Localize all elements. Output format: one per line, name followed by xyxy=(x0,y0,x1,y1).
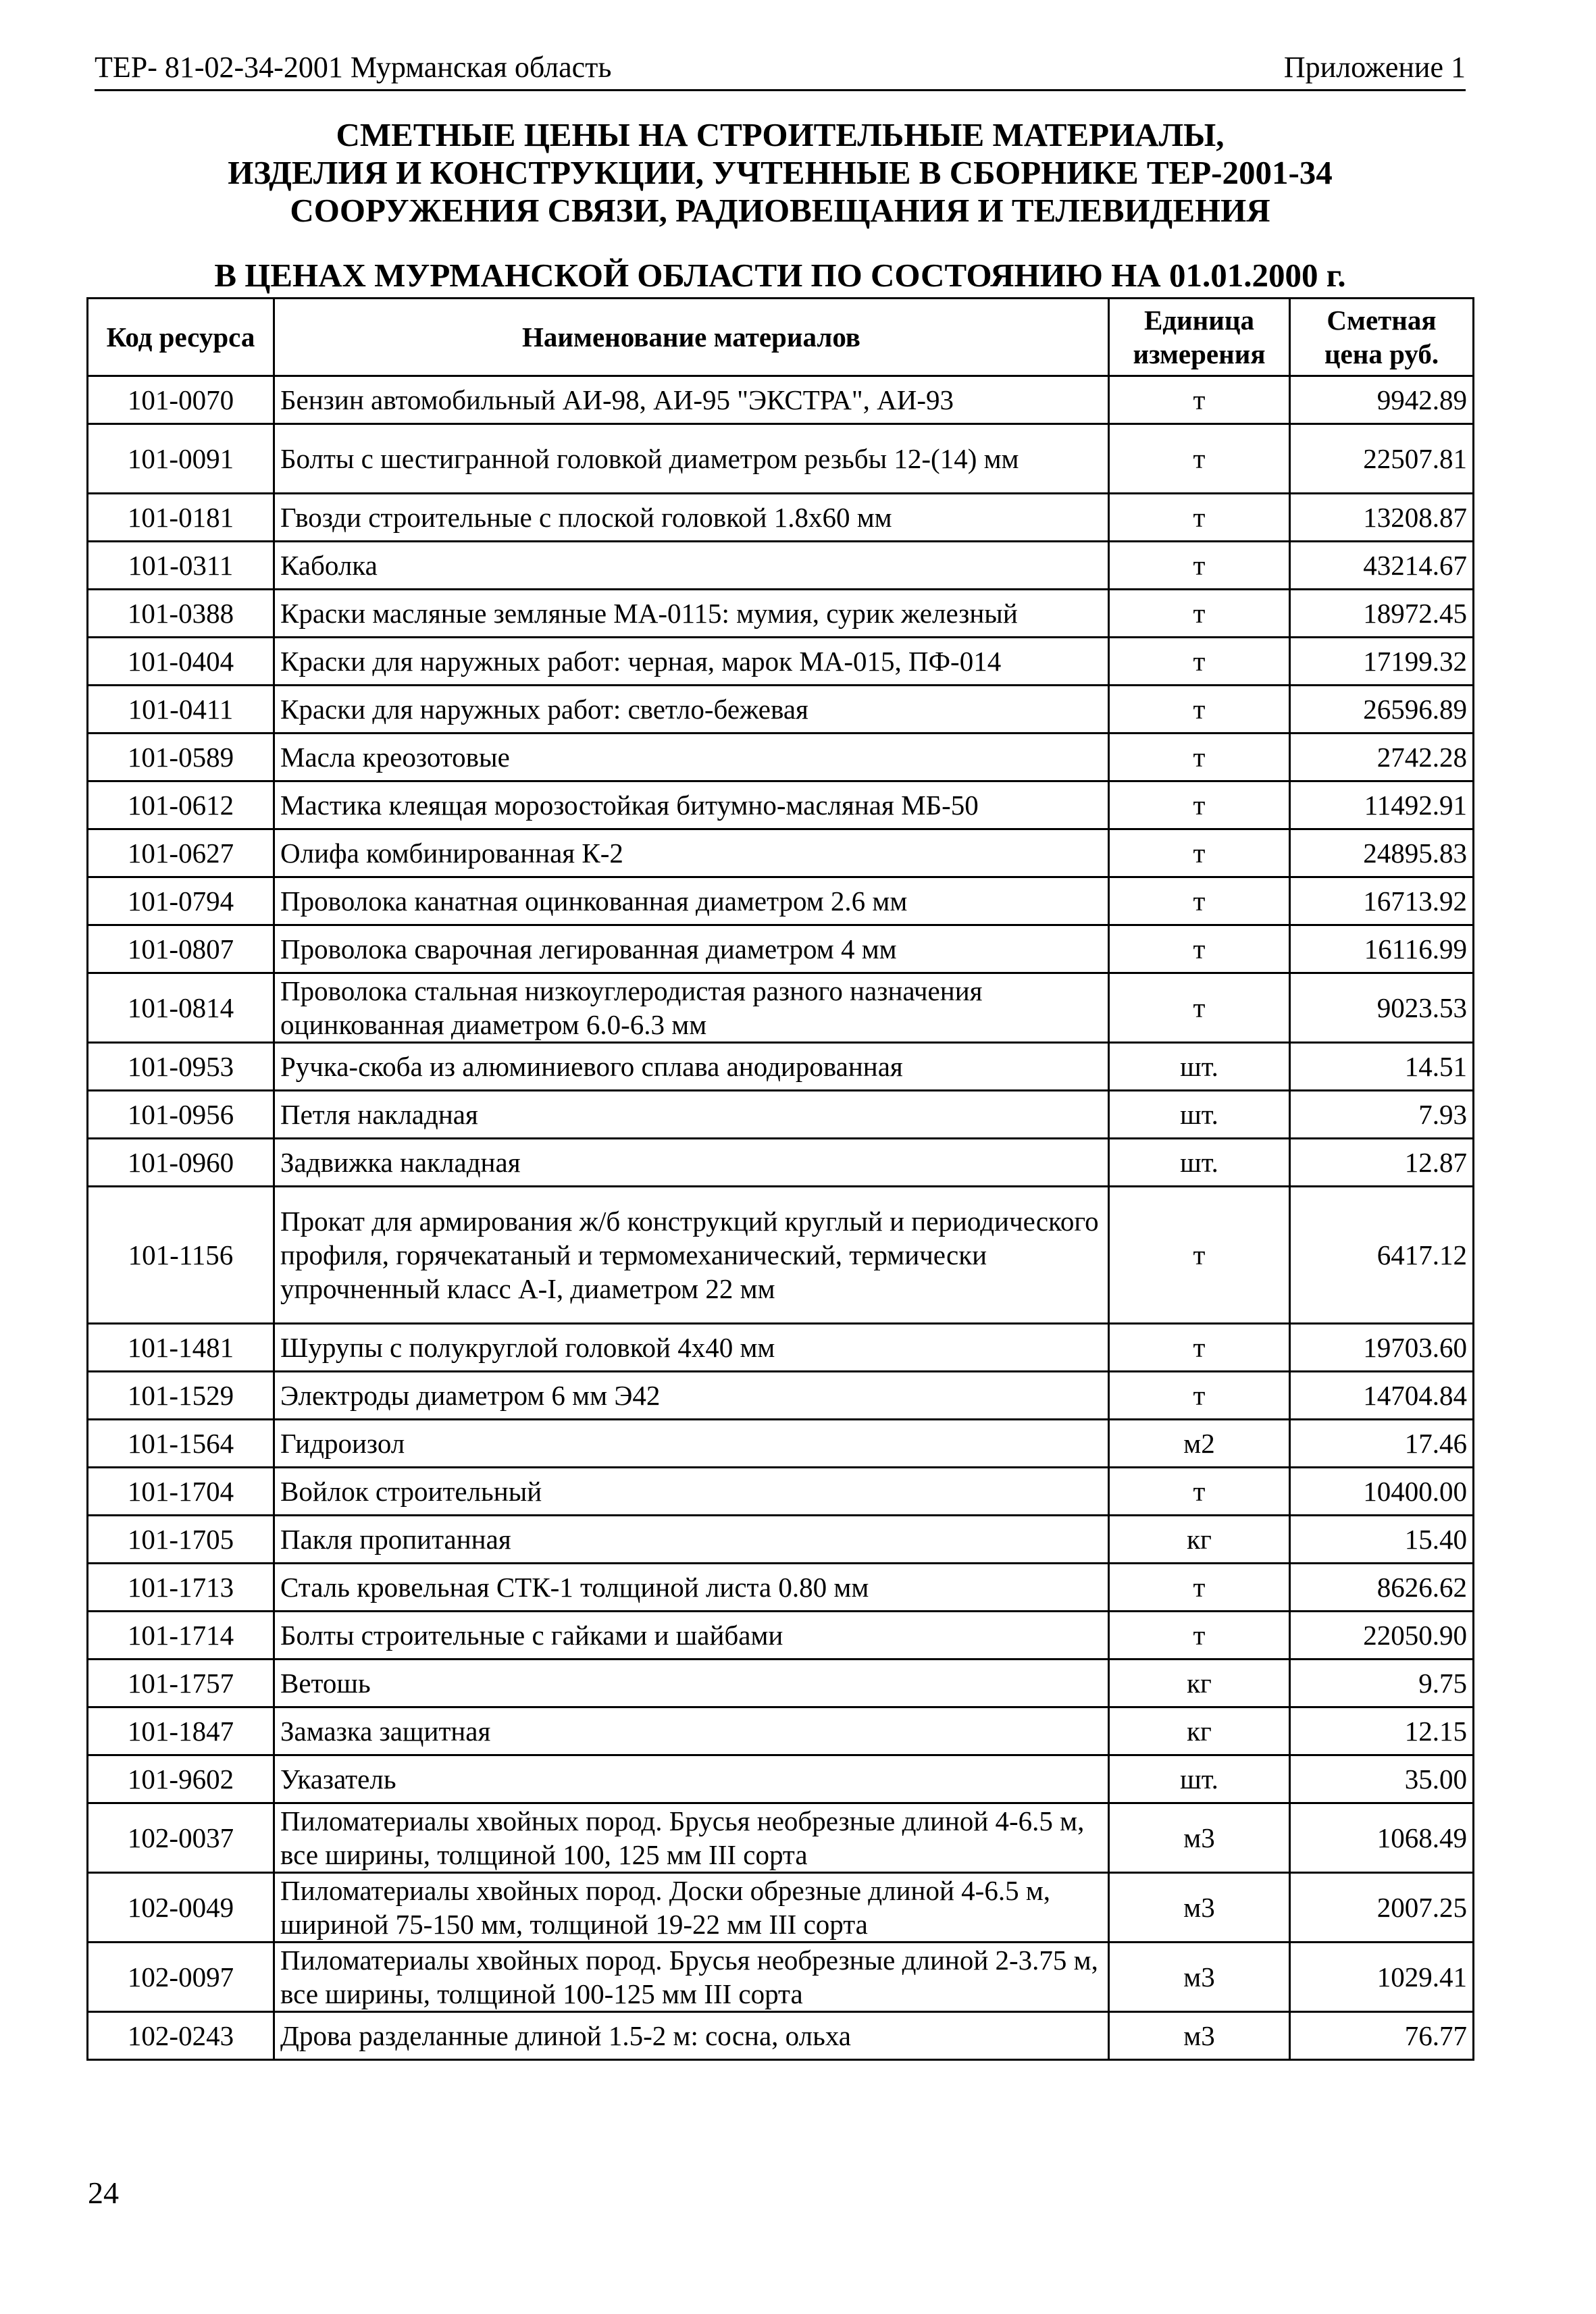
table-row xyxy=(88,424,1474,494)
table-row xyxy=(88,1139,1474,1187)
resource-code-cell: 101-1564 xyxy=(88,1420,274,1468)
table-row xyxy=(88,1707,1474,1755)
material-name-cell: Пакля пропитанная xyxy=(274,1516,1109,1564)
material-name-cell: Болты с шестигранной головкой диаметром резьбы 12-(14) мм xyxy=(274,424,1109,494)
table-row xyxy=(88,494,1474,542)
resource-code-cell: 101-9602 xyxy=(88,1755,274,1803)
price-cell: 7.93 xyxy=(1290,1091,1474,1139)
resource-code-cell: 102-0097 xyxy=(88,1943,274,2012)
resource-code-cell: 101-0627 xyxy=(88,829,274,877)
price-cell: 24895.83 xyxy=(1290,829,1474,877)
table-row xyxy=(88,1468,1474,1516)
unit-cell: м3 xyxy=(1109,1873,1290,1943)
resource-code-cell: 101-0956 xyxy=(88,1091,274,1139)
material-name-cell: Гидроизол xyxy=(274,1420,1109,1468)
unit-cell: м3 xyxy=(1109,1803,1290,1873)
resource-code-cell: 101-0311 xyxy=(88,542,274,590)
price-cell: 10400.00 xyxy=(1290,1468,1474,1516)
material-name-cell: Сталь кровельная СТК-1 толщиной листа 0.80 мм xyxy=(274,1564,1109,1612)
table-row xyxy=(88,1091,1474,1139)
price-cell: 1029.41 xyxy=(1290,1943,1474,2012)
table-row xyxy=(88,1187,1474,1324)
material-name-cell: Прокат для армирования ж/б конструкций круглый и периодического профиля, горячекатаный и термомеханический, термически упрочненный класс А-I, диаметром 22 мм xyxy=(274,1187,1109,1324)
material-name-cell: Болты строительные с гайками и шайбами xyxy=(274,1612,1109,1660)
unit-cell: м2 xyxy=(1109,1420,1290,1468)
table-row xyxy=(88,829,1474,877)
resource-code-cell: 101-1529 xyxy=(88,1372,274,1420)
page-number: 24 xyxy=(88,2176,119,2210)
price-cell: 9.75 xyxy=(1290,1660,1474,1707)
resource-code-cell: 102-0049 xyxy=(88,1873,274,1943)
price-cell: 16116.99 xyxy=(1290,925,1474,973)
unit-cell: т xyxy=(1109,590,1290,638)
material-name-cell: Гвозди строительные с плоской головкой 1.8х60 мм xyxy=(274,494,1109,542)
price-cell: 1068.49 xyxy=(1290,1803,1474,1873)
price-cell: 19703.60 xyxy=(1290,1324,1474,1372)
unit-cell: т xyxy=(1109,734,1290,781)
price-cell: 11492.91 xyxy=(1290,781,1474,829)
unit-cell: т xyxy=(1109,781,1290,829)
material-name-cell: Войлок строительный xyxy=(274,1468,1109,1516)
material-name-cell: Ручка-скоба из алюминиевого сплава анодированная xyxy=(274,1043,1109,1091)
unit-cell: шт. xyxy=(1109,1755,1290,1803)
resource-code-cell: 102-0037 xyxy=(88,1803,274,1873)
table-row xyxy=(88,973,1474,1043)
price-cell: 18972.45 xyxy=(1290,590,1474,638)
table-row xyxy=(88,1873,1474,1943)
document-code: ТЕР- 81-02-34-2001 Мурманская область xyxy=(95,51,612,84)
material-name-cell: Дрова разделанные длиной 1.5-2 м: сосна, ольха xyxy=(274,2012,1109,2060)
title-line-2: ИЗДЕЛИЯ И КОНСТРУКЦИИ, УЧТЕННЫЕ В СБОРНИКЕ ТЕР-2001-34 xyxy=(228,154,1333,191)
table-row xyxy=(88,1943,1474,2012)
unit-cell: т xyxy=(1109,973,1290,1043)
column-header-name: Наименование материалов xyxy=(274,299,1109,376)
material-name-cell: Пиломатериалы хвойных пород. Брусья необрезные длиной 4-6.5 м, все ширины, толщиной 100, 125 мм III сорта xyxy=(274,1803,1109,1873)
unit-cell: т xyxy=(1109,1187,1290,1324)
material-name-cell: Краски для наружных работ: черная, марок МА-015, ПФ-014 xyxy=(274,638,1109,686)
resource-code-cell: 101-0612 xyxy=(88,781,274,829)
material-name-cell: Ветошь xyxy=(274,1660,1109,1707)
resource-code-cell: 102-0243 xyxy=(88,2012,274,2060)
table-row xyxy=(88,1612,1474,1660)
material-name-cell: Краски для наружных работ: светло-бежевая xyxy=(274,686,1109,734)
table-row xyxy=(88,638,1474,686)
table-row xyxy=(88,1564,1474,1612)
table-row xyxy=(88,2012,1474,2060)
price-cell: 43214.67 xyxy=(1290,542,1474,590)
material-name-cell: Электроды диаметром 6 мм Э42 xyxy=(274,1372,1109,1420)
price-cell: 9942.89 xyxy=(1290,376,1474,424)
material-name-cell: Пиломатериалы хвойных пород. Доски обрезные длиной 4-6.5 м, шириной 75-150 мм, толщиной 19-22 мм III сорта xyxy=(274,1873,1109,1943)
table-row xyxy=(88,925,1474,973)
table-row xyxy=(88,1516,1474,1564)
table-row xyxy=(88,1043,1474,1091)
running-header xyxy=(95,53,1466,91)
material-name-cell: Проволока канатная оцинкованная диаметром 2.6 мм xyxy=(274,877,1109,925)
table-row xyxy=(88,734,1474,781)
material-name-cell: Замазка защитная xyxy=(274,1707,1109,1755)
resource-code-cell: 101-0807 xyxy=(88,925,274,973)
unit-cell: т xyxy=(1109,542,1290,590)
column-header-price: Сметная цена руб. xyxy=(1290,299,1474,376)
table-row xyxy=(88,376,1474,424)
price-cell: 9023.53 xyxy=(1290,973,1474,1043)
material-name-cell: Задвижка накладная xyxy=(274,1139,1109,1187)
table-row xyxy=(88,1324,1474,1372)
resource-code-cell: 101-0814 xyxy=(88,973,274,1043)
material-name-cell: Шурупы с полукруглой головкой 4х40 мм xyxy=(274,1324,1109,1372)
price-cell: 22050.90 xyxy=(1290,1612,1474,1660)
resource-code-cell: 101-0181 xyxy=(88,494,274,542)
price-date-subtitle: В ЦЕНАХ МУРМАНСКОЙ ОБЛАСТИ ПО СОСТОЯНИЮ НА 01.01.2000 г. xyxy=(214,257,1346,294)
unit-cell: т xyxy=(1109,1612,1290,1660)
price-cell: 2742.28 xyxy=(1290,734,1474,781)
unit-cell: т xyxy=(1109,494,1290,542)
material-name-cell: Петля накладная xyxy=(274,1091,1109,1139)
unit-cell: м3 xyxy=(1109,2012,1290,2060)
resource-code-cell: 101-1847 xyxy=(88,1707,274,1755)
unit-cell: шт. xyxy=(1109,1043,1290,1091)
unit-cell: шт. xyxy=(1109,1091,1290,1139)
price-cell: 13208.87 xyxy=(1290,494,1474,542)
price-cell: 14704.84 xyxy=(1290,1372,1474,1420)
price-cell: 17.46 xyxy=(1290,1420,1474,1468)
table-row xyxy=(88,877,1474,925)
unit-cell: т xyxy=(1109,1324,1290,1372)
material-name-cell: Бензин автомобильный АИ-98, АИ-95 "ЭКСТРА", АИ-93 xyxy=(274,376,1109,424)
unit-cell: т xyxy=(1109,877,1290,925)
unit-cell: т xyxy=(1109,1564,1290,1612)
price-cell: 14.51 xyxy=(1290,1043,1474,1091)
resource-code-cell: 101-0794 xyxy=(88,877,274,925)
title-line-3: СООРУЖЕНИЯ СВЯЗИ, РАДИОВЕЩАНИЯ И ТЕЛЕВИДЕНИЯ xyxy=(290,192,1270,229)
table-row xyxy=(88,1803,1474,1873)
material-name-cell: Проволока сварочная легированная диаметром 4 мм xyxy=(274,925,1109,973)
material-name-cell: Мастика клеящая морозостойкая битумно-масляная МБ-50 xyxy=(274,781,1109,829)
resource-code-cell: 101-0404 xyxy=(88,638,274,686)
unit-cell: т xyxy=(1109,376,1290,424)
unit-cell: м3 xyxy=(1109,1943,1290,2012)
unit-cell: т xyxy=(1109,686,1290,734)
resource-code-cell: 101-1714 xyxy=(88,1612,274,1660)
price-cell: 8626.62 xyxy=(1290,1564,1474,1612)
resource-code-cell: 101-0070 xyxy=(88,376,274,424)
unit-cell: т xyxy=(1109,1468,1290,1516)
material-name-cell: Указатель xyxy=(274,1755,1109,1803)
resource-code-cell: 101-0388 xyxy=(88,590,274,638)
price-cell: 17199.32 xyxy=(1290,638,1474,686)
unit-cell: т xyxy=(1109,829,1290,877)
table-row xyxy=(88,1372,1474,1420)
materials-price-table xyxy=(86,297,1474,2061)
price-cell: 35.00 xyxy=(1290,1755,1474,1803)
material-name-cell: Пиломатериалы хвойных пород. Брусья необрезные длиной 2-3.75 м, все ширины, толщиной 100-125 мм III сорта xyxy=(274,1943,1109,2012)
table-row xyxy=(88,590,1474,638)
unit-cell: т xyxy=(1109,638,1290,686)
price-cell: 12.15 xyxy=(1290,1707,1474,1755)
unit-cell: шт. xyxy=(1109,1139,1290,1187)
price-cell: 22507.81 xyxy=(1290,424,1474,494)
resource-code-cell: 101-0411 xyxy=(88,686,274,734)
price-cell: 15.40 xyxy=(1290,1516,1474,1564)
unit-cell: кг xyxy=(1109,1707,1290,1755)
resource-code-cell: 101-1757 xyxy=(88,1660,274,1707)
price-cell: 76.77 xyxy=(1290,2012,1474,2060)
table-body xyxy=(88,376,1474,2060)
table-row xyxy=(88,1420,1474,1468)
table-header-row xyxy=(88,299,1474,376)
resource-code-cell: 101-1481 xyxy=(88,1324,274,1372)
table-row xyxy=(88,1660,1474,1707)
material-name-cell: Краски масляные земляные МА-0115: мумия, сурик железный xyxy=(274,590,1109,638)
unit-cell: т xyxy=(1109,925,1290,973)
column-header-code: Код ресурса xyxy=(88,299,274,376)
title-line-1: СМЕТНЫЕ ЦЕНЫ НА СТРОИТЕЛЬНЫЕ МАТЕРИАЛЫ, xyxy=(336,116,1225,153)
resource-code-cell: 101-0589 xyxy=(88,734,274,781)
price-cell: 6417.12 xyxy=(1290,1187,1474,1324)
material-name-cell: Проволока стальная низкоуглеродистая разного назначения оцинкованная диаметром 6.0-6.3 мм xyxy=(274,973,1109,1043)
unit-cell: т xyxy=(1109,424,1290,494)
resource-code-cell: 101-1713 xyxy=(88,1564,274,1612)
material-name-cell: Масла креозотовые xyxy=(274,734,1109,781)
table-row xyxy=(88,781,1474,829)
resource-code-cell: 101-0960 xyxy=(88,1139,274,1187)
table-row xyxy=(88,686,1474,734)
unit-cell: кг xyxy=(1109,1516,1290,1564)
document-title xyxy=(95,116,1466,230)
resource-code-cell: 101-1704 xyxy=(88,1468,274,1516)
resource-code-cell: 101-1156 xyxy=(88,1187,274,1324)
material-name-cell: Каболка xyxy=(274,542,1109,590)
unit-cell: кг xyxy=(1109,1660,1290,1707)
resource-code-cell: 101-0953 xyxy=(88,1043,274,1091)
unit-cell: т xyxy=(1109,1372,1290,1420)
price-cell: 12.87 xyxy=(1290,1139,1474,1187)
table-row xyxy=(88,1755,1474,1803)
price-cell: 2007.25 xyxy=(1290,1873,1474,1943)
price-cell: 16713.92 xyxy=(1290,877,1474,925)
resource-code-cell: 101-1705 xyxy=(88,1516,274,1564)
resource-code-cell: 101-0091 xyxy=(88,424,274,494)
material-name-cell: Олифа комбинированная К-2 xyxy=(274,829,1109,877)
table-row xyxy=(88,542,1474,590)
price-cell: 26596.89 xyxy=(1290,686,1474,734)
appendix-label: Приложение 1 xyxy=(1283,51,1466,84)
column-header-unit: Единица измерения xyxy=(1109,299,1290,376)
